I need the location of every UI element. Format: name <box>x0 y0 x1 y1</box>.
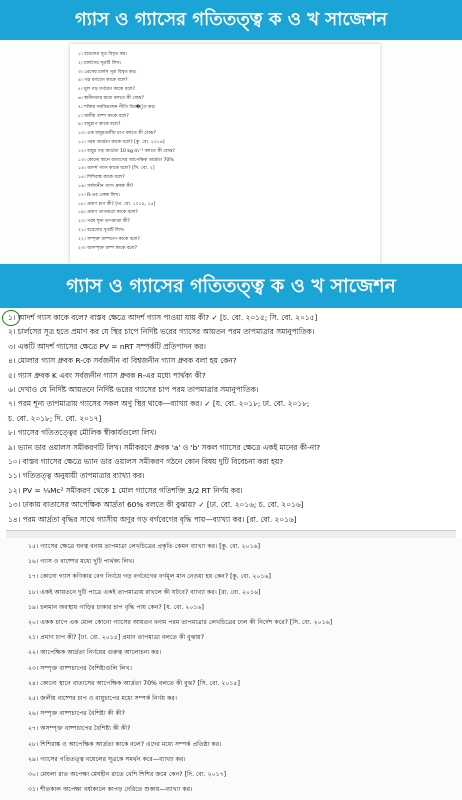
thumbnail-line: ১৯। প্রমাণ তাপমাত্রা কাকে বলে? <box>78 210 138 216</box>
title-banner-top: গ্যাস ও গ্যাসের গতিতত্ত্ব ক ও খ সাজেশন <box>0 0 462 40</box>
thumbnail-page <box>70 44 380 264</box>
question-item: ১। আদর্শ গ্যাস কাকে বলে? বাস্তব ক্ষেত্রে আদর্শ গ্যাস পাওয়া যায় কী? ✓ [চ. বো. ২০১৫; সি. বো. ২০১৫] <box>8 313 318 322</box>
question-item: ১০। বাস্তব গ্যাসের ক্ষেত্রে ভ্যান ডার ওয়ালস সমীকরণ গঠনে কোন বিষয় দুটি বিবেচনা করা হয়? <box>8 457 284 466</box>
thumbnail-line: ২১। বয়েলের সূত্রটি লিখ। <box>78 228 125 233</box>
question-item: ৮। গ্যাসের গতিতত্ত্বের মৌলিক স্বীকার্যগুলো লিখ। <box>8 428 157 438</box>
thumbnail-line: ১৭। R-এর একক লিখ। <box>78 192 120 198</box>
thumbnail-line: ১০। এক বায়ুমণ্ডলীয় চাপ বলতে কী বোঝ? <box>78 131 156 137</box>
thumbnail-line: ২৩। অসম্পৃক্ত বাষ্প কাকে বলে? <box>78 245 138 251</box>
question-item: ২৫। জলীয় বাষ্পের চাপ ও বায়ুচাপের মধ্যে সম্পর্ক নির্ণয় কর। <box>28 695 177 702</box>
question-item: ৫। গ্যাস ধ্রুবক K এবং সর্বজনীন গ্যাস ধ্রুবক R-এর মধ্যে পার্থক্য কী? <box>8 370 206 380</box>
question-item: ৪। মোলার গ্যাস ধ্রুবক R-কে সর্বজনীন বা বিশ্বজনীন গ্যাস ধ্রুবক বলা হয় কেন? <box>8 356 237 366</box>
question-item: ২৩। সম্পৃক্ত বাষ্পচাপের বৈশিষ্ট্যগুলি লিখ। <box>28 664 132 672</box>
question-item: ১৭। কোনো গ্যাস কণিকার বেগ নির্ণয়ে গড় বর্গবেগের বর্গমূল মান নেওয়া হয় কেন? [কু. বো. ২০১৬] <box>28 573 271 581</box>
thumbnail-line: ১৪। আদর্শ গ্যাস কাকে বলে? [সি. বো. ২] <box>78 166 155 172</box>
question-item: ২৪। কোনো স্থানে বাতাসের আপেক্ষিক আর্দ্রতা 70% বলতে কী বুঝ? [সি. বো. ২০১৫] <box>28 679 240 687</box>
thumbnail-line: ১৩। কোনো স্থানে বাতাসের আপেক্ষিক আর্দ্রতা 70% <box>78 157 174 163</box>
question-item: ২১। প্রমাণ চাপ কী? [ঢা. বো. ২০১৫] প্রমাণ তাপমাত্রা বলতে কী বুঝায়? <box>28 634 205 642</box>
thumbnail-line: ২। চার্লসের সূত্রটি লিখ। <box>78 60 122 66</box>
question-item: ৯। ভ্যান ডার ওয়ালস সমীকরণটি লিখ। সমীকরণে ধ্রুবক 'a' ও 'b' সকল গ্যাসের ক্ষেত্রে একই মানের কী-না? <box>8 442 321 452</box>
thumbnail-line: ৩। প্রেসের চার্লস সূত্র বিবৃত কর। <box>78 69 137 75</box>
question-item: ২২। আপেক্ষিক আর্দ্রতা নির্ণয়ের গুরুত্ব আলোচনা কর। <box>28 649 162 657</box>
question-item: ২৬। সম্পৃক্ত বাষ্পচাপের বৈশিষ্ট্য কী কী? <box>28 710 125 718</box>
question-item: ২০। একক চাপে এক মোল কোনো গ্যাসের আয়তন বনাম পরম তাপমাত্রার লেখচিত্রের ঢাল কী নির্দেশ করে? [সি. বো. ২০১৬] <box>28 619 333 626</box>
question-item: ১৫। গ্যাসের ক্ষেত্রে ঘনত্ব বনাম তাপমাত্রা লেখচিত্রের প্রকৃতি কেমন ব্যাখ্যা কর। [কু. বো. ২০১৬] <box>28 543 261 550</box>
thumbnail-line: ৯। বায়ুচাপ কাকে বলে? <box>78 122 121 128</box>
question-item: ১৩। ঢাকায় বাতাসের আপেক্ষিক আর্দ্রতা 60% বলতে কী বুঝায়? ✓ [ঢা. বো. ২০১৬; চ. বো. ২০১৬] <box>8 500 304 510</box>
question-item: ১১। গতিতত্ত্ব অনুযায়ী তাপমাত্রার ব্যাখ্যা কর। <box>8 471 145 481</box>
question-item: ২৮। শিশিরাঙ্ক ও আপেক্ষিক আর্দ্রতা কাকে বলে? এদের মধ্যে সম্পর্ক প্রতিষ্ঠা কর। <box>28 740 222 748</box>
document-thumbnail <box>0 40 462 264</box>
thumbnail-line: ৪। গড় বর্গবেগ কাকে বলে? <box>78 78 128 84</box>
thumbnail-line: ১১। পরম আর্দ্রতা কাকে বলে? [কু. বো. ২০১৬] <box>78 140 165 145</box>
question-item: ২। চার্লসের সূত্র হতে প্রমাণ কর যে স্থির চাপে নির্দিষ্ট ভরের গ্যাসের আয়তন পরম তাপমাত্রার সমানুপাতিক। <box>8 327 315 337</box>
question-item: ৩। একটি আদর্শ গ্যাসের ক্ষেত্রে PV = nRT সম্পর্কটি প্রতিপাদন কর। <box>8 341 206 351</box>
title-banner-main: গ্যাস ও গ্যাসের গতিতত্ত্ব ক ও খ সাজেশন <box>0 264 462 308</box>
question-item: চ. বো. ২০১৮; দি. বো. ২০১৭] <box>8 413 102 423</box>
question-item: ১৬। গ্যাস ও বাষ্পের মধ্যে দুটি পার্থক্য লিখ। <box>28 558 135 566</box>
thumbnail-line: ১৫। শিশিরাঙ্ক কাকে বলে? <box>78 175 125 181</box>
question-item: ৩০। মেঘলা রাত অপেক্ষা মেঘহীন রাতে বেশি শিশির জমে কেন? [দি. বো. ২০১৭] <box>28 771 227 778</box>
thumbnail-line: ৮। জলীয় বাষ্প কাকে বলে? <box>78 113 129 119</box>
thumbnail-line: ৫। মূল গড় বর্গবেগ কাকে বলে? <box>78 87 136 93</box>
thumbnail-line: ১। বয়েলের সূত্র বিবৃত কর। <box>78 52 128 57</box>
question-item: ৭। পরম শূন্য তাপমাত্রায় গ্যাসের সকল অণু স্থির থাকে—ব্যাখ্যা কর। ✓ [য. বো. ২০১৮; ঢা. বো. ২০১৮; <box>8 399 310 409</box>
question-item: ১৯। চলমান অবস্থায় গাড়ির চাকার চাপ বৃদ্ধি পায় কেন? [য. বো. ২০১৬] <box>28 603 204 611</box>
question-item: ২৭। অসম্পৃক্ত বাষ্পচাপের বৈশিষ্ট্য কী কী? <box>28 725 131 733</box>
question-item: ২৯। গ্যাসের গতিতত্ত্ব বয়েলের সূত্রকে সমর্থন করে—ব্যাখ্যা কর। <box>28 755 186 763</box>
thumbnail-line: ১৮। প্রমাণ চাপ কী? [ঢা. বো. ২০১৯, ২৫] <box>78 201 156 207</box>
thumbnail-line: ২২। সম্পৃক্ত বাষ্পচাপ কাকে বলে? <box>78 236 140 242</box>
question-item: ৬। দেখাও যে নির্দিষ্ট আয়তনে নির্দিষ্ট ভরের গ্যাসের চাপ পরম তাপমাত্রার সমানুপাতিক। <box>8 385 259 394</box>
question-item: ৩১। শীতকাল অপেক্ষা বর্ষাকালে কাপড় দেরিতে শুকায়—ব্যাখ্যা কর। <box>28 786 193 794</box>
question-section-1 <box>0 308 462 530</box>
thumbnail-line: ৭। শক্তির সমবিভাজন নীতি বিব�ৃত কর। <box>78 104 156 110</box>
thumbnail-line: ১৬। সর্বজনীন গ্যাস ধ্রুবক কী? <box>78 184 134 189</box>
question-section-2 <box>0 538 462 800</box>
thumbnail-line: ৬। স্বাধীনতার মাত্রা বলতে কী বোঝ? <box>78 96 145 101</box>
question-item: ১৪। পরম আর্দ্রতা বৃদ্ধির সাথে গ্যাসীয় অণুর গড় বর্গবেগের বৃদ্ধি পায়—ব্যাখ্যা কর। [রা. বো. ২০১৬] <box>8 514 297 524</box>
thumbnail-line: ২০। পরম শূন্য তাপমাত্রা কী? <box>78 219 130 225</box>
question-item: ১২। PV = ⅓Mc² সমীকরণ থেকে 1 মোল গ্যাসের গতিশক্তি 3/2 RT নির্ণয় কর। <box>8 485 243 495</box>
question-item: ১৮। একই আয়তনে দুটি পাত্রে একই তাপমাত্রায় রাখলে কী ঘটবে? ব্যাখ্যা কর। [রা. বো. ২০১৬] <box>28 588 261 596</box>
thumbnail-line: ১২। বায়ুর গড় আর্দ্রতা 10 kg m⁻³ বলতে কী বোঝ? <box>78 148 175 154</box>
